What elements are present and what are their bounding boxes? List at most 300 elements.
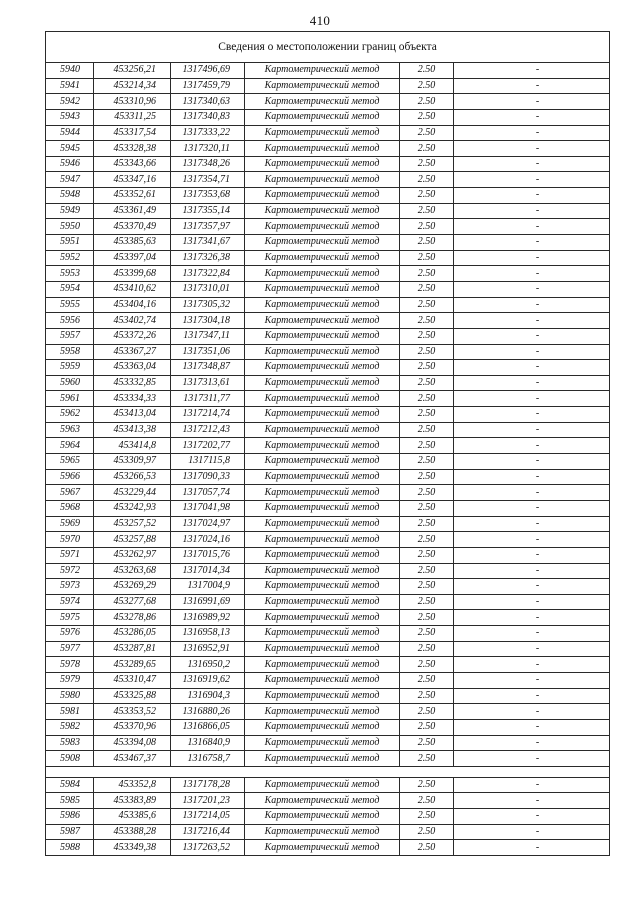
description-cell: - [454,688,610,704]
description-cell: - [454,547,610,563]
x-coordinate-cell: 453334,33 [94,391,171,407]
x-coordinate-cell: 453242,93 [94,500,171,516]
method-cell: Картометрический метод [245,328,400,344]
point-number-cell: 5983 [46,735,94,751]
description-cell: - [454,266,610,282]
y-coordinate-cell: 1317024,97 [171,516,245,532]
method-cell: Картометрический метод [245,809,400,825]
description-cell: - [454,422,610,438]
method-cell: Картометрический метод [245,594,400,610]
x-coordinate-cell: 453410,62 [94,281,171,297]
table-row [46,641,610,657]
y-coordinate-cell: 1317348,87 [171,360,245,376]
method-cell: Картометрический метод [245,485,400,501]
point-number-cell: 5963 [46,422,94,438]
method-cell: Картометрический метод [245,391,400,407]
table-row [46,547,610,563]
y-coordinate-cell: 1317304,18 [171,313,245,329]
method-cell: Картометрический метод [245,563,400,579]
table-row [46,78,610,94]
method-cell: Картометрический метод [245,188,400,204]
table-row [46,172,610,188]
description-cell: - [454,532,610,548]
x-coordinate-cell: 453414,8 [94,438,171,454]
description-cell: - [454,297,610,313]
y-coordinate-cell: 1317348,26 [171,156,245,172]
table-row [46,626,610,642]
x-coordinate-cell: 453287,81 [94,641,171,657]
point-number-cell: 5967 [46,485,94,501]
point-number-cell: 5981 [46,704,94,720]
point-number-cell: 5957 [46,328,94,344]
x-coordinate-cell: 453349,38 [94,840,171,856]
precision-cell: 2.50 [400,156,454,172]
x-coordinate-cell: 453310,47 [94,672,171,688]
point-number-cell: 5986 [46,809,94,825]
y-coordinate-cell: 1316950,2 [171,657,245,673]
precision-cell: 2.50 [400,532,454,548]
description-cell: - [454,156,610,172]
description-cell: - [454,454,610,470]
x-coordinate-cell: 453256,21 [94,63,171,79]
point-number-cell: 5978 [46,657,94,673]
table-row [46,657,610,673]
point-number-cell: 5946 [46,156,94,172]
method-cell: Картометрический метод [245,532,400,548]
table-row [46,485,610,501]
point-number-cell: 5959 [46,360,94,376]
table-row [46,500,610,516]
method-cell: Картометрический метод [245,751,400,767]
x-coordinate-cell: 453363,04 [94,360,171,376]
x-coordinate-cell: 453467,37 [94,751,171,767]
precision-cell: 2.50 [400,328,454,344]
point-number-cell: 5974 [46,594,94,610]
description-cell: - [454,328,610,344]
method-cell: Картометрический метод [245,454,400,470]
method-cell: Картометрический метод [245,219,400,235]
table-body-section-2 [46,777,610,855]
y-coordinate-cell: 1317311,77 [171,391,245,407]
x-coordinate-cell: 453343,66 [94,156,171,172]
x-coordinate-cell: 453325,88 [94,688,171,704]
point-number-cell: 5972 [46,563,94,579]
method-cell: Картометрический метод [245,156,400,172]
table-row [46,672,610,688]
precision-cell: 2.50 [400,485,454,501]
precision-cell: 2.50 [400,824,454,840]
point-number-cell: 5980 [46,688,94,704]
point-number-cell: 5947 [46,172,94,188]
precision-cell: 2.50 [400,78,454,94]
y-coordinate-cell: 1317333,22 [171,125,245,141]
description-cell: - [454,469,610,485]
x-coordinate-cell: 453309,97 [94,454,171,470]
method-cell: Картометрический метод [245,141,400,157]
point-number-cell: 5971 [46,547,94,563]
gap-cell [46,766,610,777]
precision-cell: 2.50 [400,407,454,423]
x-coordinate-cell: 453352,61 [94,188,171,204]
description-cell: - [454,704,610,720]
precision-cell: 2.50 [400,63,454,79]
method-cell: Картометрический метод [245,516,400,532]
precision-cell: 2.50 [400,219,454,235]
y-coordinate-cell: 1317014,34 [171,563,245,579]
method-cell: Картометрический метод [245,610,400,626]
y-coordinate-cell: 1317263,52 [171,840,245,856]
table-row [46,688,610,704]
table-row [46,219,610,235]
description-cell: - [454,109,610,125]
precision-cell: 2.50 [400,109,454,125]
table-row [46,793,610,809]
precision-cell: 2.50 [400,188,454,204]
point-number-cell: 5961 [46,391,94,407]
y-coordinate-cell: 1317353,68 [171,188,245,204]
table-row [46,422,610,438]
y-coordinate-cell: 1317355,14 [171,203,245,219]
precision-cell: 2.50 [400,125,454,141]
precision-cell: 2.50 [400,94,454,110]
table-row [46,266,610,282]
x-coordinate-cell: 453277,68 [94,594,171,610]
table-row [46,610,610,626]
point-number-cell: 5984 [46,777,94,793]
table-row [46,516,610,532]
table-row [46,777,610,793]
y-coordinate-cell: 1317214,05 [171,809,245,825]
x-coordinate-cell: 453278,86 [94,610,171,626]
x-coordinate-cell: 453402,74 [94,313,171,329]
precision-cell: 2.50 [400,391,454,407]
method-cell: Картометрический метод [245,672,400,688]
table-row [46,704,610,720]
point-number-cell: 5964 [46,438,94,454]
method-cell: Картометрический метод [245,735,400,751]
method-cell: Картометрический метод [245,109,400,125]
y-coordinate-cell: 1317178,28 [171,777,245,793]
table-header-row [46,32,610,63]
x-coordinate-cell: 453311,25 [94,109,171,125]
description-cell: - [454,610,610,626]
description-cell: - [454,63,610,79]
y-coordinate-cell: 1317313,61 [171,375,245,391]
method-cell: Картометрический метод [245,793,400,809]
point-number-cell: 5975 [46,610,94,626]
method-cell: Картометрический метод [245,657,400,673]
y-coordinate-cell: 1316840,9 [171,735,245,751]
x-coordinate-cell: 453370,49 [94,219,171,235]
table-row [46,719,610,735]
method-cell: Картометрический метод [245,824,400,840]
x-coordinate-cell: 453310,96 [94,94,171,110]
method-cell: Картометрический метод [245,500,400,516]
y-coordinate-cell: 1317310,01 [171,281,245,297]
method-cell: Картометрический метод [245,360,400,376]
point-number-cell: 5952 [46,250,94,266]
description-cell: - [454,672,610,688]
y-coordinate-cell: 1317305,32 [171,297,245,313]
table-section-gap [46,766,610,777]
table-row [46,94,610,110]
x-coordinate-cell: 453367,27 [94,344,171,360]
point-number-cell: 5908 [46,751,94,767]
y-coordinate-cell: 1317090,33 [171,469,245,485]
table-row [46,375,610,391]
method-cell: Картометрический метод [245,235,400,251]
x-coordinate-cell: 453269,29 [94,579,171,595]
method-cell: Картометрический метод [245,407,400,423]
y-coordinate-cell: 1317341,67 [171,235,245,251]
x-coordinate-cell: 453289,65 [94,657,171,673]
point-number-cell: 5960 [46,375,94,391]
y-coordinate-cell: 1317041,98 [171,500,245,516]
point-number-cell: 5948 [46,188,94,204]
precision-cell: 2.50 [400,266,454,282]
method-cell: Картометрический метод [245,281,400,297]
description-cell: - [454,313,610,329]
y-coordinate-cell: 1317322,84 [171,266,245,282]
precision-cell: 2.50 [400,688,454,704]
method-cell: Картометрический метод [245,469,400,485]
y-coordinate-cell: 1316989,92 [171,610,245,626]
x-coordinate-cell: 453214,34 [94,78,171,94]
description-cell: - [454,563,610,579]
method-cell: Картометрический метод [245,840,400,856]
description-cell: - [454,250,610,266]
point-number-cell: 5987 [46,824,94,840]
description-cell: - [454,777,610,793]
y-coordinate-cell: 1317347,11 [171,328,245,344]
description-cell: - [454,94,610,110]
description-cell: - [454,594,610,610]
description-cell: - [454,203,610,219]
x-coordinate-cell: 453399,68 [94,266,171,282]
table-row [46,328,610,344]
point-number-cell: 5962 [46,407,94,423]
point-number-cell: 5976 [46,626,94,642]
method-cell: Картометрический метод [245,422,400,438]
x-coordinate-cell: 453413,04 [94,407,171,423]
method-cell: Картометрический метод [245,547,400,563]
table-row [46,344,610,360]
point-number-cell: 5958 [46,344,94,360]
description-cell: - [454,125,610,141]
table-row [46,824,610,840]
y-coordinate-cell: 1317202,77 [171,438,245,454]
method-cell: Картометрический метод [245,78,400,94]
description-cell: - [454,579,610,595]
precision-cell: 2.50 [400,793,454,809]
y-coordinate-cell: 1317496,69 [171,63,245,79]
method-cell: Картометрический метод [245,719,400,735]
x-coordinate-cell: 453361,49 [94,203,171,219]
precision-cell: 2.50 [400,203,454,219]
table-row [46,125,610,141]
description-cell: - [454,78,610,94]
table-row [46,360,610,376]
description-cell: - [454,840,610,856]
x-coordinate-cell: 453328,38 [94,141,171,157]
table-row [46,281,610,297]
description-cell: - [454,824,610,840]
description-cell: - [454,438,610,454]
method-cell: Картометрический метод [245,626,400,642]
y-coordinate-cell: 1316866,05 [171,719,245,735]
method-cell: Картометрический метод [245,313,400,329]
point-number-cell: 5969 [46,516,94,532]
description-cell: - [454,485,610,501]
table-row [46,809,610,825]
y-coordinate-cell: 1316919,62 [171,672,245,688]
description-cell: - [454,141,610,157]
x-coordinate-cell: 453394,08 [94,735,171,751]
description-cell: - [454,751,610,767]
y-coordinate-cell: 1317357,97 [171,219,245,235]
table-row [46,313,610,329]
x-coordinate-cell: 453352,8 [94,777,171,793]
table-row [46,469,610,485]
precision-cell: 2.50 [400,438,454,454]
description-cell: - [454,516,610,532]
point-number-cell: 5949 [46,203,94,219]
y-coordinate-cell: 1316904,3 [171,688,245,704]
y-coordinate-cell: 1317201,23 [171,793,245,809]
precision-cell: 2.50 [400,375,454,391]
precision-cell: 2.50 [400,719,454,735]
description-cell: - [454,407,610,423]
precision-cell: 2.50 [400,704,454,720]
description-cell: - [454,344,610,360]
point-number-cell: 5970 [46,532,94,548]
method-cell: Картометрический метод [245,250,400,266]
point-number-cell: 5968 [46,500,94,516]
description-cell: - [454,281,610,297]
method-cell: Картометрический метод [245,203,400,219]
point-number-cell: 5966 [46,469,94,485]
description-cell: - [454,641,610,657]
precision-cell: 2.50 [400,172,454,188]
method-cell: Картометрический метод [245,172,400,188]
table-row [46,563,610,579]
precision-cell: 2.50 [400,297,454,313]
description-cell: - [454,719,610,735]
y-coordinate-cell: 1317354,71 [171,172,245,188]
y-coordinate-cell: 1317320,11 [171,141,245,157]
point-number-cell: 5973 [46,579,94,595]
y-coordinate-cell: 1317057,74 [171,485,245,501]
point-number-cell: 5945 [46,141,94,157]
point-number-cell: 5942 [46,94,94,110]
description-cell: - [454,809,610,825]
method-cell: Картометрический метод [245,688,400,704]
precision-cell: 2.50 [400,500,454,516]
x-coordinate-cell: 453262,97 [94,547,171,563]
point-number-cell: 5950 [46,219,94,235]
x-coordinate-cell: 453332,85 [94,375,171,391]
x-coordinate-cell: 453385,6 [94,809,171,825]
description-cell: - [454,235,610,251]
table-row [46,751,610,767]
precision-cell: 2.50 [400,469,454,485]
y-coordinate-cell: 1317015,76 [171,547,245,563]
x-coordinate-cell: 453266,53 [94,469,171,485]
precision-cell: 2.50 [400,516,454,532]
point-number-cell: 5940 [46,63,94,79]
boundary-coordinates-table [45,31,610,856]
precision-cell: 2.50 [400,641,454,657]
description-cell: - [454,735,610,751]
page-number: 410 [309,13,331,28]
table-body-section-1 [46,63,610,767]
x-coordinate-cell: 453229,44 [94,485,171,501]
precision-cell: 2.50 [400,344,454,360]
point-number-cell: 5977 [46,641,94,657]
precision-cell: 2.50 [400,547,454,563]
method-cell: Картометрический метод [245,94,400,110]
point-number-cell: 5965 [46,454,94,470]
table-row [46,438,610,454]
method-cell: Картометрический метод [245,297,400,313]
table-row [46,188,610,204]
x-coordinate-cell: 453383,89 [94,793,171,809]
table-row [46,579,610,595]
point-number-cell: 5943 [46,109,94,125]
y-coordinate-cell: 1317459,79 [171,78,245,94]
method-cell: Картометрический метод [245,375,400,391]
table-row [46,63,610,79]
method-cell: Картометрический метод [245,438,400,454]
description-cell: - [454,360,610,376]
x-coordinate-cell: 453263,68 [94,563,171,579]
point-number-cell: 5979 [46,672,94,688]
y-coordinate-cell: 1317115,8 [171,454,245,470]
method-cell: Картометрический метод [245,63,400,79]
table-row [46,156,610,172]
y-coordinate-cell: 1317214,74 [171,407,245,423]
precision-cell: 2.50 [400,563,454,579]
x-coordinate-cell: 453347,16 [94,172,171,188]
y-coordinate-cell: 1316952,91 [171,641,245,657]
x-coordinate-cell: 453286,05 [94,626,171,642]
x-coordinate-cell: 453385,63 [94,235,171,251]
precision-cell: 2.50 [400,235,454,251]
precision-cell: 2.50 [400,579,454,595]
x-coordinate-cell: 453257,52 [94,516,171,532]
point-number-cell: 5956 [46,313,94,329]
table-row [46,235,610,251]
x-coordinate-cell: 453388,28 [94,824,171,840]
precision-cell: 2.50 [400,250,454,266]
x-coordinate-cell: 453257,88 [94,532,171,548]
method-cell: Картометрический метод [245,641,400,657]
description-cell: - [454,219,610,235]
x-coordinate-cell: 453372,26 [94,328,171,344]
table-row [46,735,610,751]
precision-cell: 2.50 [400,777,454,793]
precision-cell: 2.50 [400,141,454,157]
description-cell: - [454,375,610,391]
y-coordinate-cell: 1317326,38 [171,250,245,266]
point-number-cell: 5941 [46,78,94,94]
x-coordinate-cell: 453397,04 [94,250,171,266]
point-number-cell: 5955 [46,297,94,313]
y-coordinate-cell: 1316958,13 [171,626,245,642]
y-coordinate-cell: 1317340,63 [171,94,245,110]
precision-cell: 2.50 [400,657,454,673]
description-cell: - [454,793,610,809]
